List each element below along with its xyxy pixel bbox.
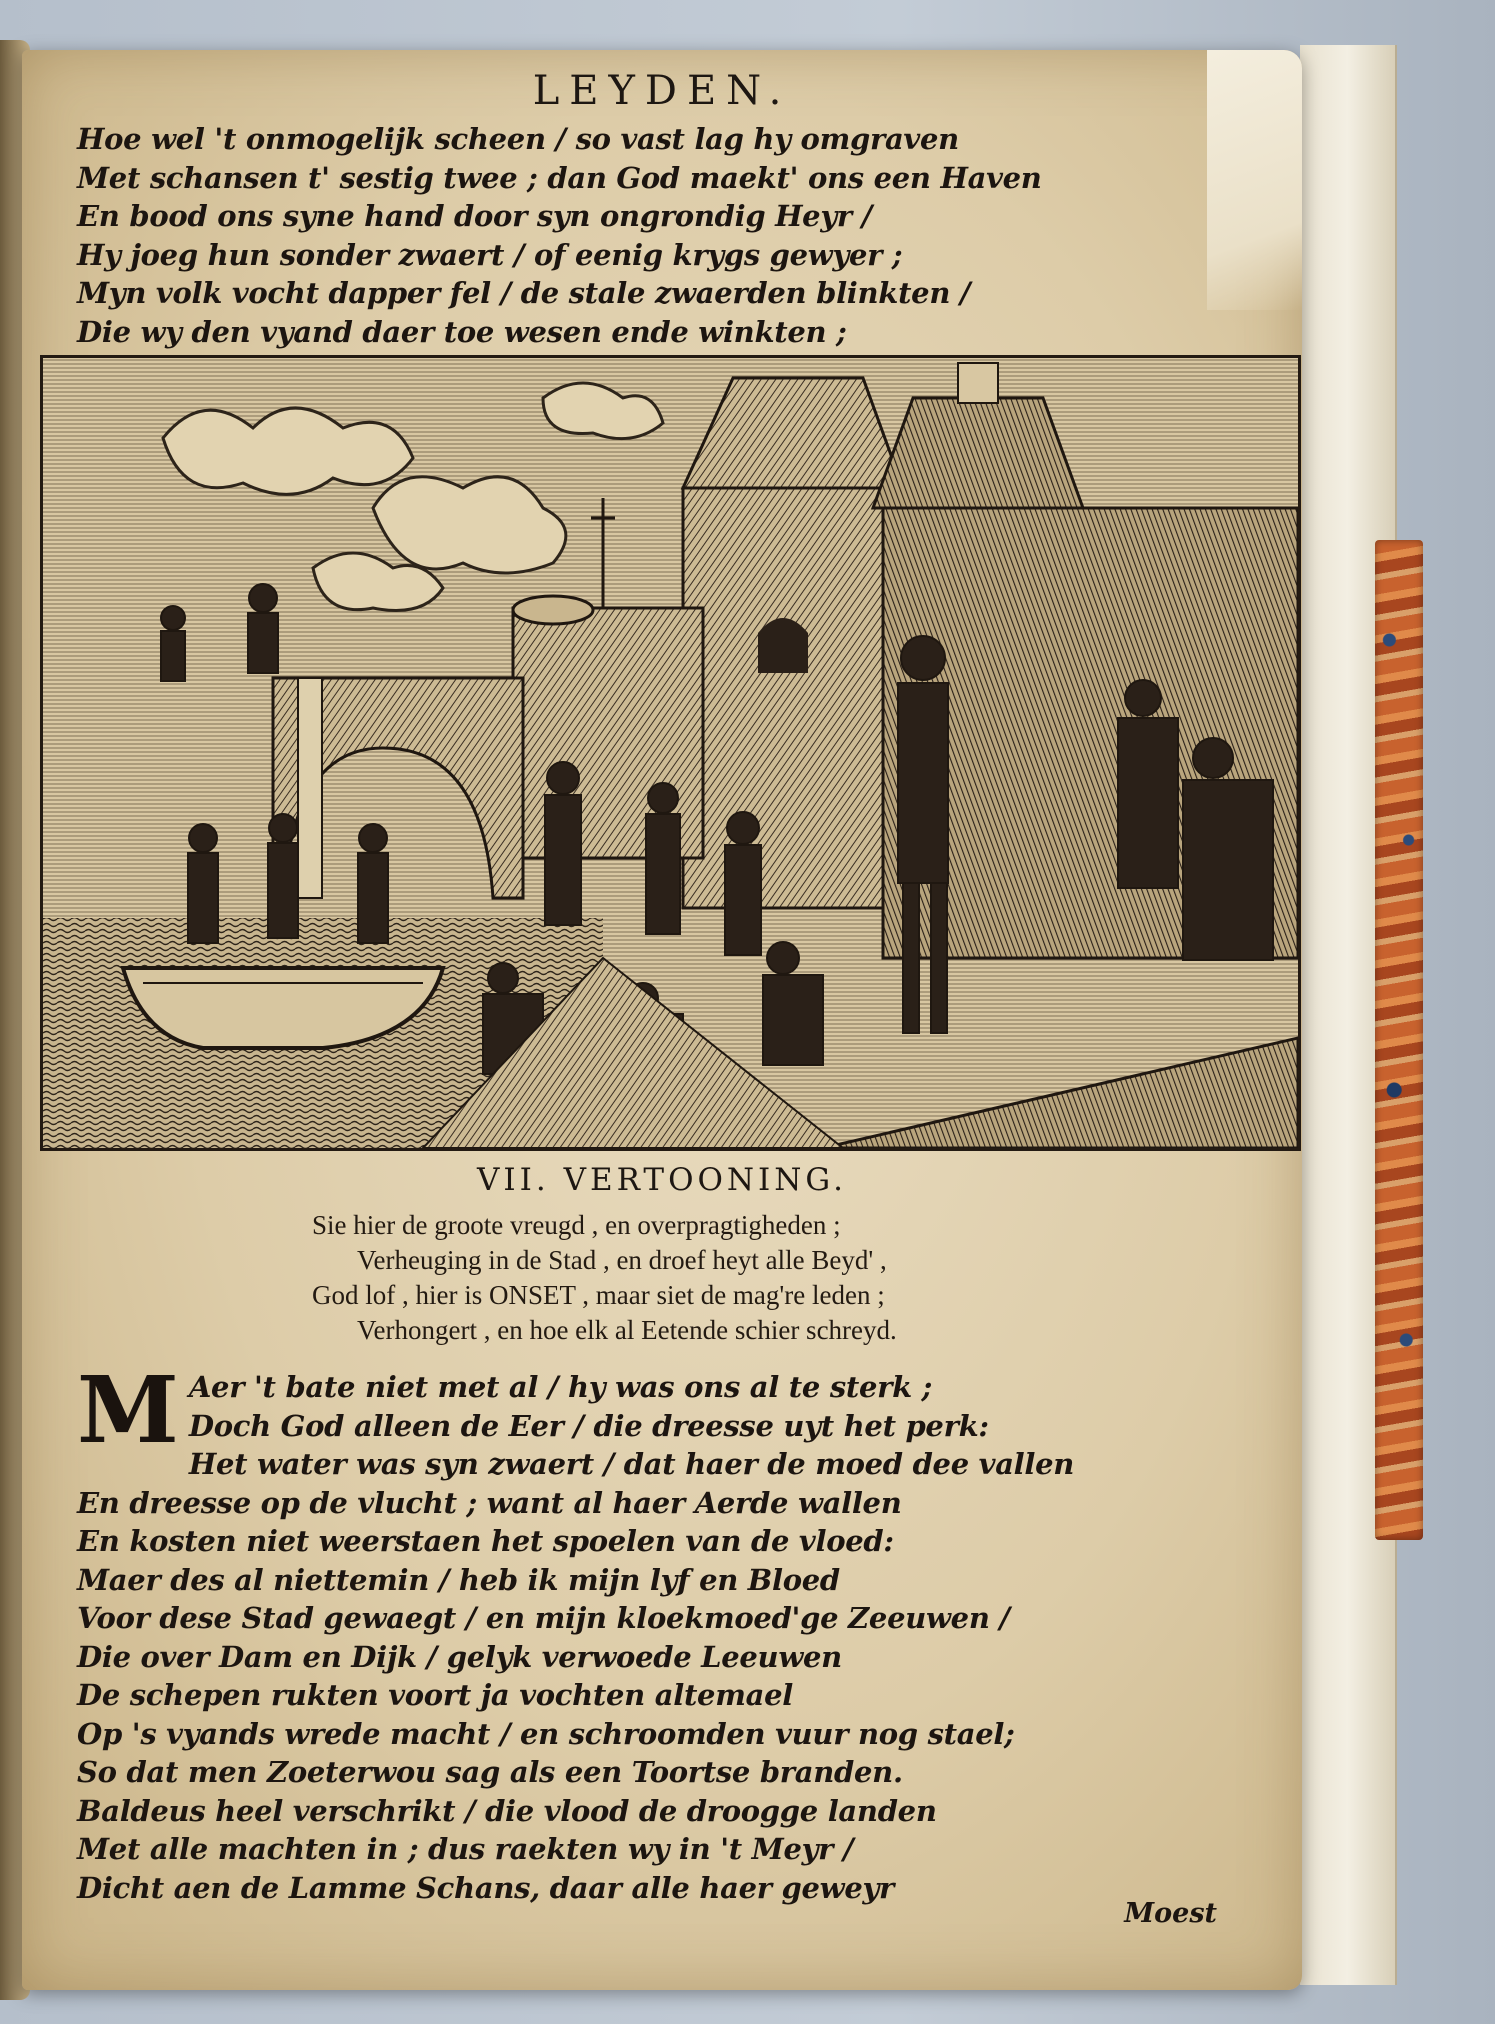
woodcut-illustration — [40, 355, 1301, 1151]
verse-line: En kosten niet weerstaen het spoelen van de vloed: — [77, 1524, 894, 1558]
verse-line: Met schansen t' sestig twee ; dan God maekt' ons een Haven — [77, 160, 1042, 195]
verse-line: Maer des al niettemin / heb ik mijn lyf en Bloed — [77, 1562, 840, 1597]
marbled-endpaper — [1375, 540, 1423, 1540]
top-verse — [77, 120, 1257, 351]
caption-title: VII. VERTOONING. — [477, 1162, 847, 1198]
verse-line: Het water was syn zwaert / dat haer de moed dee vallen — [188, 1447, 1075, 1481]
verse-line: De schepen rukten voort ja vochten altemael — [77, 1678, 793, 1712]
book-page — [22, 50, 1302, 1990]
caption-line: God lof , hier is ONSET , maar siet de mag're leden ; — [312, 1280, 885, 1310]
verse-line: Met alle machten in ; dus raekten wy in 't Meyr / — [77, 1832, 854, 1866]
catchword: Moest — [1124, 1898, 1217, 1929]
verse-line: Die over Dam en Dijk / gelyk verwoede Leeuwen — [77, 1639, 842, 1674]
verse-line: Die wy den vyand daer toe wesen ende winkten ; — [77, 314, 847, 349]
running-head: LEYDEN. — [532, 68, 792, 114]
verse-line: Myn volk vocht dapper fel / de stale zwaerden blinkten / — [77, 276, 971, 310]
drop-cap: M — [77, 1356, 179, 1464]
verse-line: Hoe wel 't onmogelijk scheen / so vast lag hy omgraven — [77, 122, 959, 156]
verse-line: Op 's vyands wrede macht / en schroomden vuur nog stael; — [77, 1716, 1015, 1751]
verse-line: So dat men Zoeterwou sag als een Toortse branden. — [77, 1755, 903, 1789]
verse-line: Hy joeg hun sonder zwaert / of eenig krygs gewyer ; — [77, 237, 903, 272]
woodcut-svg — [43, 358, 1298, 1148]
caption-line: Sie hier de groote vreugd , en overpragtigheden ; — [312, 1210, 841, 1240]
verse-line: En dreesse op de vlucht ; want al haer Aerde wallen — [77, 1485, 902, 1520]
tower-left — [683, 378, 903, 908]
verse-line: En bood ons syne hand door syn ongrondig Heyr / — [77, 199, 872, 233]
bottom-verse — [77, 1356, 1257, 1907]
caption-line: Verheuging in de Stad , en droef heyt alle Beyd' , — [357, 1245, 887, 1275]
caption-line: Verhongert , en hoe elk al Eetende schier schreyd. — [357, 1315, 897, 1345]
verse-line: Doch God alleen de Eer / die dreesse uyt het perk: — [188, 1408, 989, 1443]
verse-line: Dicht aen de Lamme Schans, daar alle haer geweyr — [77, 1870, 894, 1905]
verse-line: Voor dese Stad gewaegt / en mijn kloekmoed'ge Zeeuwen / — [77, 1601, 1010, 1635]
verse-line: Baldeus heel verschrikt / die vlood de droogge landen — [77, 1793, 937, 1828]
verse-line: Aer 't bate niet met al / hy was ons al te sterk ; — [188, 1370, 933, 1404]
caption-verse — [312, 1208, 1212, 1348]
